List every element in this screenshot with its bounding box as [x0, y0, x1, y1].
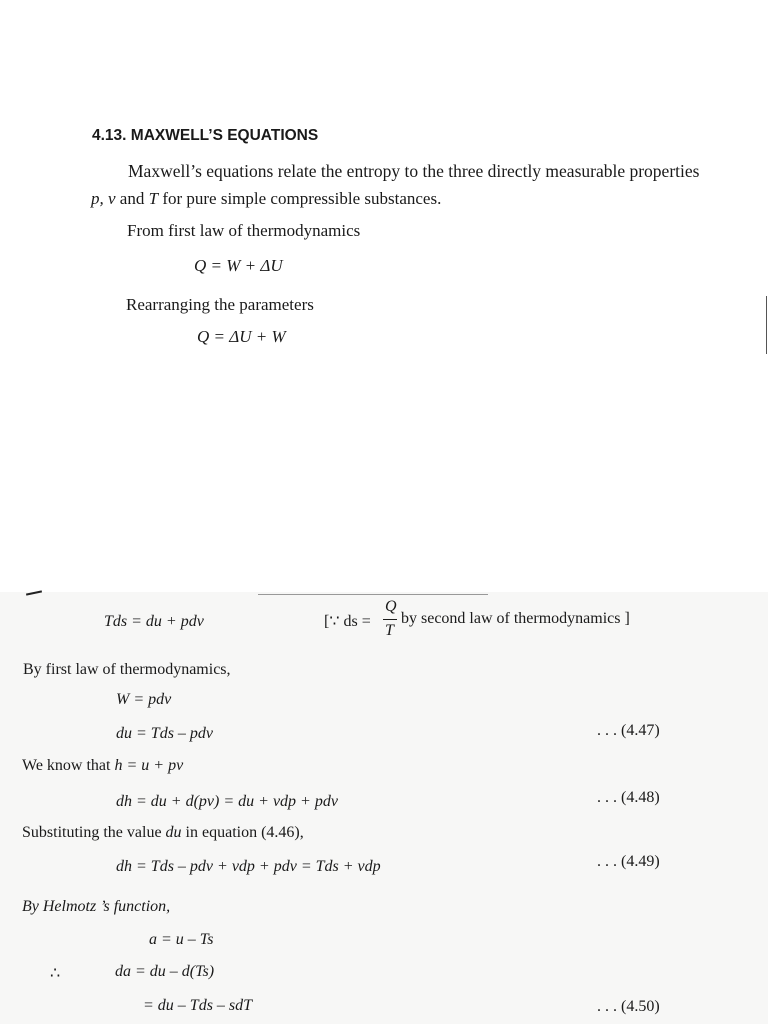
we-know-line: [22, 756, 183, 776]
equation-dh-expanded: dh = Tds – pdv + vdp + pdv = Tds + vdp: [116, 858, 381, 875]
subst-prefix: Substituting the value: [22, 824, 166, 841]
equation-work: W = pdv: [116, 691, 172, 708]
first-law-label: From first law of thermodynamics: [127, 221, 361, 240]
note-fraction-denominator: T: [385, 622, 394, 639]
note-open-text: [∵ ds =: [324, 613, 371, 630]
therefore-symbol: ∴: [50, 965, 61, 982]
intro-rest: for pure simple compressible substances.: [158, 189, 442, 208]
section-heading: 4.13. MAXWELL’S EQUATIONS: [92, 127, 319, 144]
substituting-line: [22, 823, 304, 843]
helmholtz-label: By Helmotz ’s function,: [22, 898, 171, 915]
equation-tds: Tds = du + pdv: [104, 613, 204, 630]
equation-ref-4-48: . . . (4.48): [597, 789, 660, 806]
equation-dh: dh = du + d(pv) = du + vdp + pdv: [116, 793, 338, 810]
equation-da: da = du – d(Ts): [115, 963, 215, 980]
intro-line-2: [91, 189, 441, 209]
subst-variable: du: [165, 824, 182, 841]
equation-da-expanded: = du – Tds – sdT: [143, 997, 253, 1014]
by-first-law-label: By first law of thermodynamics,: [23, 661, 231, 678]
we-know-text: We know that: [22, 757, 115, 774]
page-edge-line: [766, 296, 767, 354]
separator-rule: [258, 594, 488, 595]
intro-line-1: Maxwell’s equations relate the entropy to the three directly measurable properties: [128, 161, 700, 181]
intro-vars: p, v: [91, 189, 116, 208]
equation-du: du = Tds – pdv: [116, 725, 214, 742]
note-fraction-numerator: Q: [385, 598, 397, 615]
note-second-law: by second law of thermodynamics ]: [401, 610, 630, 627]
equation-ref-4-50: . . . (4.50): [597, 998, 660, 1015]
intro-and: and: [115, 189, 149, 208]
equation-ref-4-47: . . . (4.47): [597, 722, 660, 739]
note-fraction-bar: [383, 619, 397, 620]
equation-helmholtz: a = u – Ts: [149, 931, 214, 948]
we-know-equation: h = u + pv: [114, 757, 184, 774]
note-ds-open: [324, 612, 371, 632]
equation-ref-4-49: . . . (4.49): [597, 853, 660, 870]
subst-suffix: in equation (4.46),: [181, 824, 304, 841]
equation-rearranged: Q = ΔU + W: [197, 327, 286, 346]
rearranging-label: Rearranging the parameters: [126, 295, 314, 314]
equation-first-law: Q = W + ΔU: [194, 256, 283, 275]
intro-var-T: T: [148, 189, 159, 208]
